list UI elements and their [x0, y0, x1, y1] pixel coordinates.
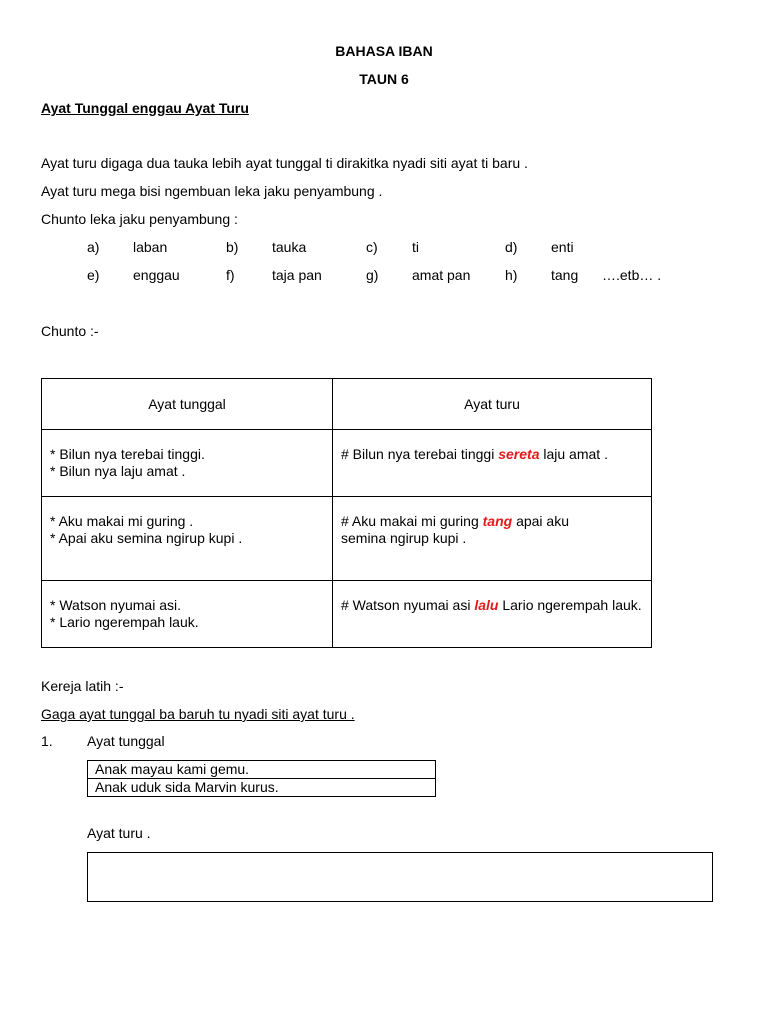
table-header-row [42, 379, 652, 430]
table-row [42, 430, 652, 497]
year-title: TAUN 6 [359, 71, 409, 87]
compound-part: # Bilun nya terebai tinggi [341, 446, 499, 462]
intro-line-1: Ayat turu digaga dua tauka lebih ayat tunggal ti dirakitka nyadi siti ayat ti baru . [41, 155, 528, 171]
single-sentence: * Apai aku semina ngirup kupi . [50, 530, 243, 546]
compound-sentence-cell [333, 497, 652, 581]
list-item [88, 761, 436, 779]
single-sentence-label: Ayat tunggal [87, 733, 165, 749]
table-row [42, 581, 652, 648]
compound-sentence-label: Ayat turu . [87, 825, 151, 841]
conjunction-word: ti [412, 239, 419, 255]
compound-sentence-cell [333, 581, 652, 648]
conjunction-word: laban [133, 239, 168, 255]
intro-line-3: Chunto leka jaku penyambung : [41, 211, 238, 227]
list-item [88, 779, 436, 797]
conjunction-label: b) [226, 239, 239, 255]
conjunction-word: amat pan [412, 267, 471, 283]
conjunction-word: tauka [272, 239, 307, 255]
exercise-sentence: Anak uduk sida Marvin kurus. [88, 779, 436, 797]
conjunction-word: enti [551, 239, 574, 255]
compound-part: apai aku semina ngirup kupi . [341, 513, 570, 546]
conjunction-label: h) [505, 267, 518, 283]
single-sentence: * Lario ngerempah lauk. [50, 614, 199, 630]
topic-heading: Ayat Tunggal enggau Ayat Turu [41, 100, 249, 116]
compound-part: # Aku makai mi guring [341, 513, 483, 529]
compound-sentence-cell [333, 430, 652, 497]
conjunction-highlight: lalu [474, 597, 499, 613]
conjunction-highlight: tang [482, 513, 513, 529]
single-sentences-cell [42, 497, 333, 581]
conjunction-word: tang [551, 267, 579, 283]
conjunction-label: a) [87, 239, 100, 255]
conjunction-label: f) [226, 267, 235, 283]
subject-title: BAHASA IBAN [335, 43, 433, 59]
header-single-sentence: Ayat tunggal [42, 379, 333, 430]
conjunction-etc: ….etb… . [602, 267, 662, 283]
exercise-instruction: Gaga ayat tunggal ba baruh tu nyadi siti ayat turu . [41, 706, 355, 722]
conjunction-label: d) [505, 239, 518, 255]
example-label: Chunto :- [41, 323, 99, 339]
example-table [41, 378, 652, 648]
compound-part: # Watson nyumai asi [341, 597, 475, 613]
single-sentence: * Bilun nya laju amat . [50, 463, 186, 479]
single-sentences-cell [42, 581, 333, 648]
conjunction-label: g) [366, 267, 379, 283]
single-sentence: * Bilun nya terebai tinggi. [50, 446, 205, 462]
question-number: 1. [41, 733, 53, 749]
single-sentences-cell [42, 430, 333, 497]
single-sentence: * Aku makai mi guring . [50, 513, 194, 529]
compound-part: laju amat . [539, 446, 608, 462]
conjunction-label: e) [87, 267, 100, 283]
intro-line-2: Ayat turu mega bisi ngembuan leka jaku penyambung . [41, 183, 383, 199]
conjunction-highlight: sereta [498, 446, 540, 462]
conjunction-word: enggau [133, 267, 180, 283]
exercise-label: Kereja latih :- [41, 678, 124, 694]
conjunction-label: c) [366, 239, 378, 255]
answer-box[interactable] [87, 852, 713, 902]
conjunction-word: taja pan [272, 267, 322, 283]
single-sentence: * Watson nyumai asi. [50, 597, 181, 613]
table-row [42, 497, 652, 581]
single-sentence-box [87, 760, 436, 797]
compound-part: Lario ngerempah lauk. [498, 597, 642, 613]
header-compound-sentence: Ayat turu [333, 379, 652, 430]
exercise-sentence: Anak mayau kami gemu. [88, 761, 436, 779]
